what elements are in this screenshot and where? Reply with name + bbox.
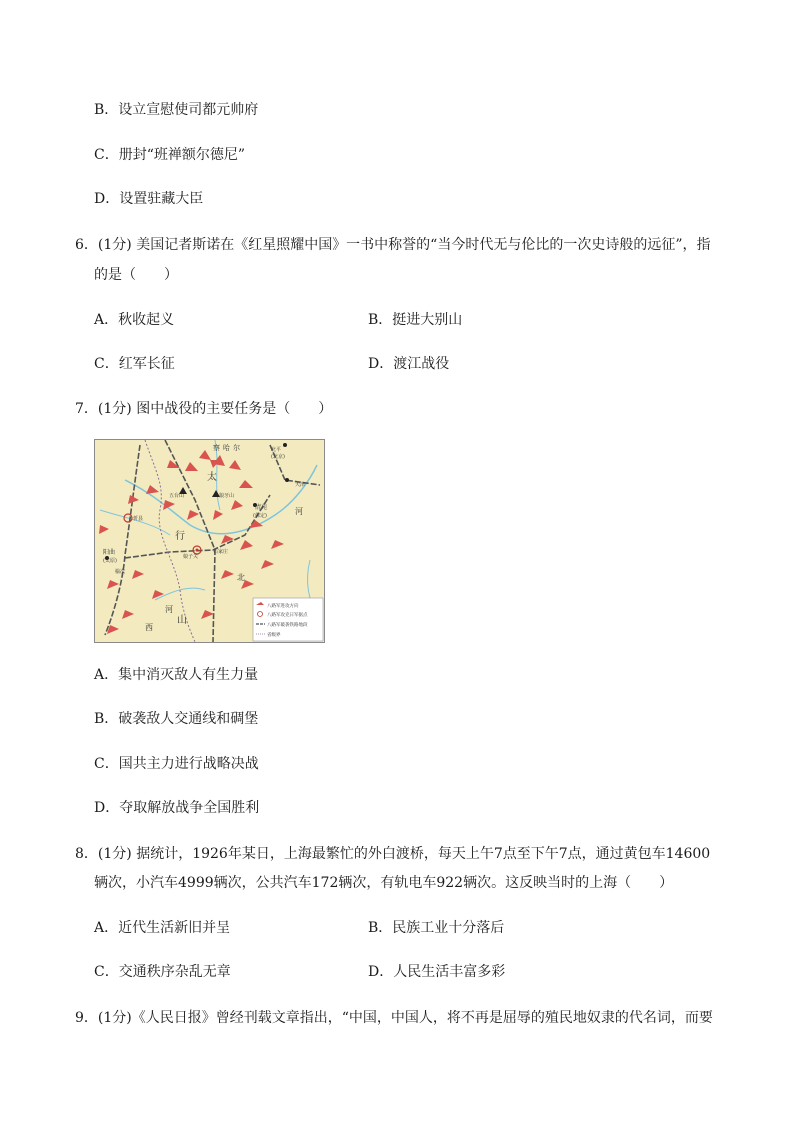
- map-label-beijing: (北京): [271, 454, 285, 460]
- map-label-qingyuan: 清苑: [255, 504, 268, 511]
- q7-option-b: B．破袭敌人交通线和碉堡: [94, 711, 259, 727]
- map-label-shan: 山: [177, 615, 187, 626]
- map-label-shijiazhuang: 石家庄: [213, 549, 229, 555]
- map-label-tai: 太: [207, 472, 217, 483]
- battle-map: [94, 439, 325, 643]
- q8-option-a: A．近代生活新旧并呈: [94, 920, 231, 936]
- map-label-beiping: 北平: [271, 447, 282, 453]
- q8-stem-line1: 8．(1分) 据统计，1926年某日，上海最繁忙的外白渡桥，每天上午7点至下午7点，通过黄包车14600: [75, 846, 711, 862]
- q7-stem: 7．(1分) 图中战役的主要任务是（ ）: [75, 401, 333, 417]
- map-label-tianjin: 天津: [295, 482, 306, 488]
- map-label-bei: 北: [237, 573, 245, 582]
- q8-option-d: D．人民生活丰富多彩: [368, 964, 506, 980]
- map-label-xinxian: 忻县: [133, 516, 144, 522]
- q7-option-a: A．集中消灭敌人有生力量: [94, 667, 259, 683]
- q6-option-b: B．挺进大别山: [368, 312, 463, 328]
- map-label-yangqu: 阳曲: [103, 549, 116, 556]
- q6-option-c: C．红军长征: [94, 356, 175, 372]
- q6-option-d: D．渡江战役: [368, 356, 450, 372]
- legend-attack-direction: 八路军进攻方向: [267, 604, 299, 609]
- legend-captured-stronghold: 八路军攻克日军据点: [267, 613, 308, 618]
- map-label-cha: 察: [213, 444, 220, 452]
- q6-stem-line1: 6．(1分) 美国记者斯诺在《红星照耀中国》一书中称誉的“当今时代无与伦比的一次史诗般的远征”，指: [75, 237, 711, 253]
- map-label-wutaishan: 五台山: [169, 493, 185, 499]
- map-label-baoding: (保定): [253, 513, 267, 519]
- map-label-hang: 行: [175, 531, 185, 542]
- q7-option-d: D．夺取解放战争全国胜利: [94, 800, 260, 816]
- map-label-er: 尔: [233, 444, 240, 452]
- legend-railway-sabotage: 八路军破袭铁路地段: [267, 623, 308, 628]
- map-label-taiyuan: (太原): [103, 558, 117, 564]
- q6-stem-line2: 的是（ ）: [94, 267, 178, 283]
- q6-option-a: A．秋收起义: [94, 312, 175, 328]
- map-label-he-west: 河: [165, 605, 173, 614]
- q8-stem-line2: 辆次，小汽车4999辆次，公共汽车172辆次，有轨电车922辆次。这反映当时的上海（ ）: [94, 875, 674, 891]
- map-label-yuci: 榆次: [115, 569, 126, 575]
- q9-stem-line1: 9．(1分)《人民日报》曾经刊载文章指出，“中国，中国人，将不再是屈辱的殖民地奴隶的代名词，而要: [75, 1010, 713, 1026]
- map-label-he-north: 河: [295, 507, 303, 516]
- q5-option-d: D．设置驻藏大臣: [94, 191, 204, 207]
- q7-option-c: C．国共主力进行战略决战: [94, 756, 259, 772]
- q5-option-c: C．册封“班禅额尔德尼”: [94, 147, 246, 163]
- q8-option-c: C．交通秩序杂乱无章: [94, 964, 231, 980]
- q5-option-b: B．设立宣慰使司都元帅府: [94, 102, 259, 118]
- map-label-niangziguan: 娘子关: [183, 554, 199, 560]
- map-label-xi: 西: [145, 623, 153, 632]
- q8-option-b: B．民族工业十分落后: [368, 920, 505, 936]
- map-label-langyashan: 狼牙山: [219, 493, 235, 499]
- map-legend: [253, 598, 323, 641]
- map-label-ha: 哈: [223, 444, 230, 452]
- legend-province-border: 省级界: [267, 633, 281, 638]
